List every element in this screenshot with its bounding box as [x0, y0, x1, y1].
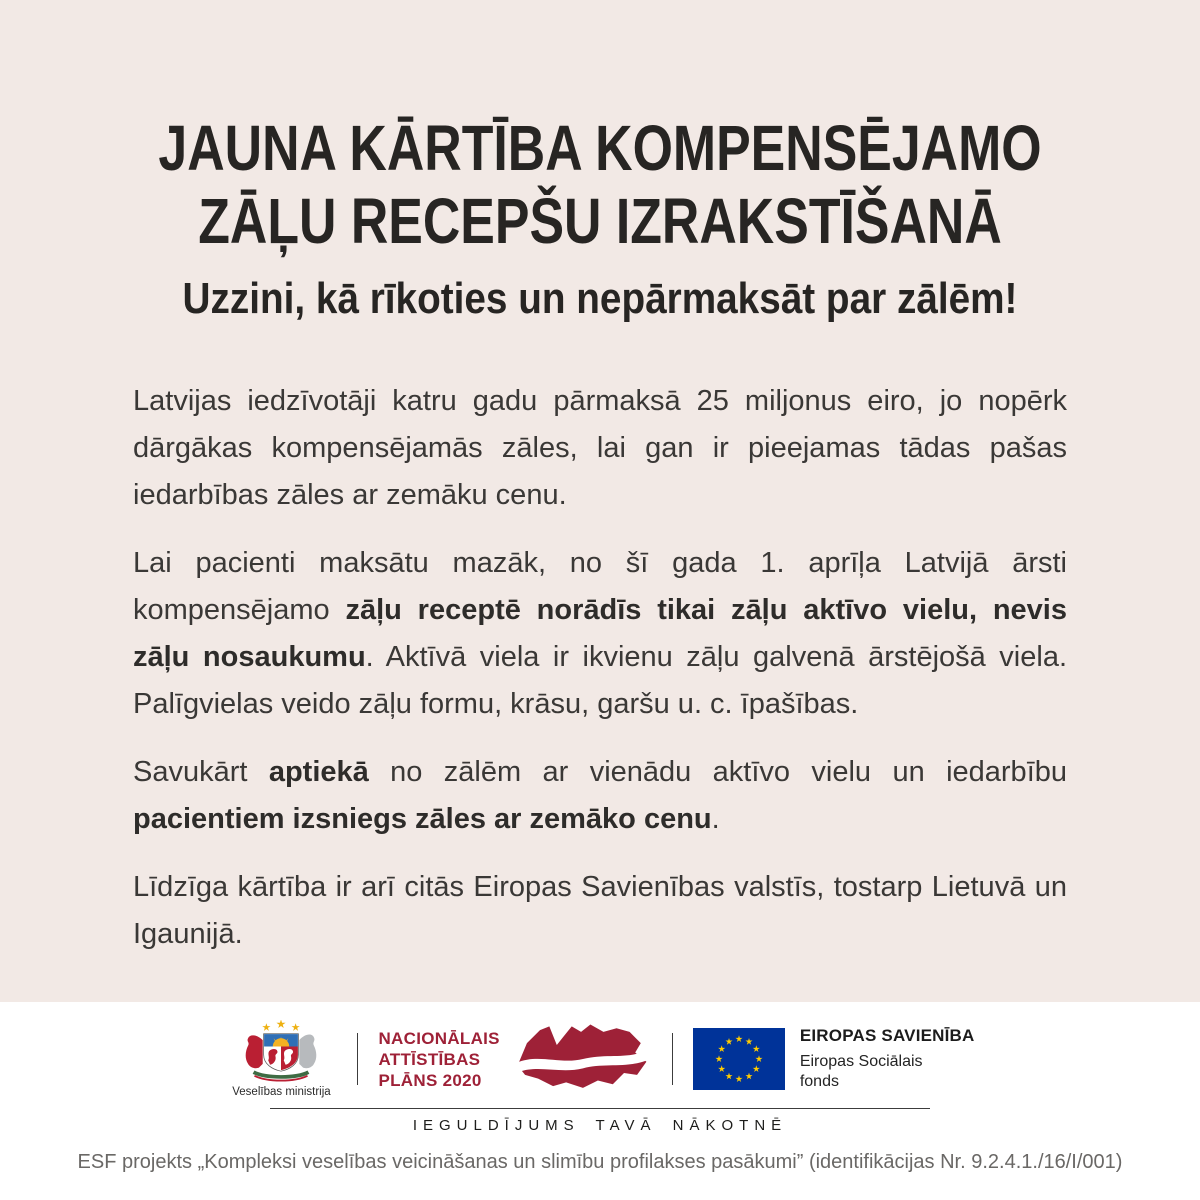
logo-row: [0, 1015, 1200, 1103]
divider-vertical-2: [672, 1033, 673, 1085]
esf-project-line: ESF projekts „Kompleksi veselības veicināšanas un slimību profilakses pasākumi” (identifikācijas Nr. 9.2.4.1./16/I/001): [77, 1151, 1123, 1173]
paragraph: [133, 864, 1067, 958]
paragraph-text: Savukārt: [133, 756, 269, 788]
footer-section: [0, 1002, 1200, 1200]
paragraph-text-bold: zāļu receptē norādīs tikai zāļu aktīvo vielu, nevis zāļu nosaukumu: [133, 594, 1067, 673]
paragraph-text: Līdzīga kārtība ir arī citās Eiropas Savienības valstīs, tostarp Lietuvā un Igaunijā.: [133, 871, 1067, 950]
subtitle: Uzzini, kā rīkoties un nepārmaksāt par zālēm!: [182, 274, 1018, 323]
paragraph-text: no zālēm ar vienādu aktīvo vielu un iedarbību: [368, 756, 1068, 788]
paragraph-text: .: [711, 803, 720, 835]
ministry-logo: [225, 1020, 337, 1098]
paragraph-text: . Aktīvā viela ir ikvienu zāļu galvenā ārstējošā viela. Palīgvielas veido zāļu formu, krāsu, garšu u. c. īpašības.: [133, 641, 1068, 720]
paragraph: [133, 378, 1067, 519]
latvia-flag-map-icon: [512, 1020, 652, 1098]
paragraph: [133, 749, 1067, 843]
paragraph-text: Lai pacienti maksātu mazāk, no šī gada 1. aprīļa Latvijā ārsti kompensējamo: [133, 547, 1067, 626]
divider-vertical-1: [357, 1033, 358, 1085]
eu-flag-icon: [693, 1028, 785, 1090]
paragraph: [133, 540, 1067, 728]
nap-line-1: NACIONĀLAIS: [378, 1028, 500, 1048]
slogan-block: [270, 1108, 930, 1134]
title-line-2: ZĀĻU RECEPŠU IZRAKSTĪŠANĀ: [198, 185, 1002, 257]
nap2020-wordmark: [378, 1028, 499, 1091]
nap-line-3: PLĀNS 2020: [378, 1070, 482, 1090]
nap2020-logo: [378, 1020, 651, 1098]
paragraph-text-bold: pacientiem izsniegs zāles ar zemāko cenu: [133, 803, 712, 835]
paragraph-text-bold: aptiekā: [268, 756, 369, 788]
ministry-label: Veselības ministrija: [232, 1086, 331, 1098]
slogan: IEGULDĪJUMS TAVĀ NĀKOTNĒ: [412, 1117, 788, 1134]
eu-subtitle-line-2: fonds: [799, 1073, 839, 1090]
title-line-1: JAUNA KĀRTĪBA KOMPENSĒJAMO: [158, 112, 1042, 184]
eu-logo: [693, 1026, 975, 1092]
nap-line-2: ATTĪSTĪBAS: [378, 1049, 481, 1069]
divider-horizontal-rule: [270, 1108, 930, 1109]
paragraph-text: Latvijas iedzīvotāji katru gadu pārmaksā 25 miljonus eiro, jo nopērk dārgākas kompensējamās zāles, lai gan ir pieejamas tādas pašas iedarbības zāles ar zemāku cenu.: [133, 385, 1067, 511]
eu-wordmark: [800, 1026, 975, 1092]
body-paragraphs: [133, 378, 1067, 958]
eu-subtitle-line-1: Eiropas Sociālais: [799, 1053, 923, 1070]
latvia-coat-of-arms-icon: [225, 1020, 337, 1084]
eu-title: EIROPAS SAVIENĪBA: [799, 1026, 975, 1045]
page-title: [114, 112, 1086, 258]
